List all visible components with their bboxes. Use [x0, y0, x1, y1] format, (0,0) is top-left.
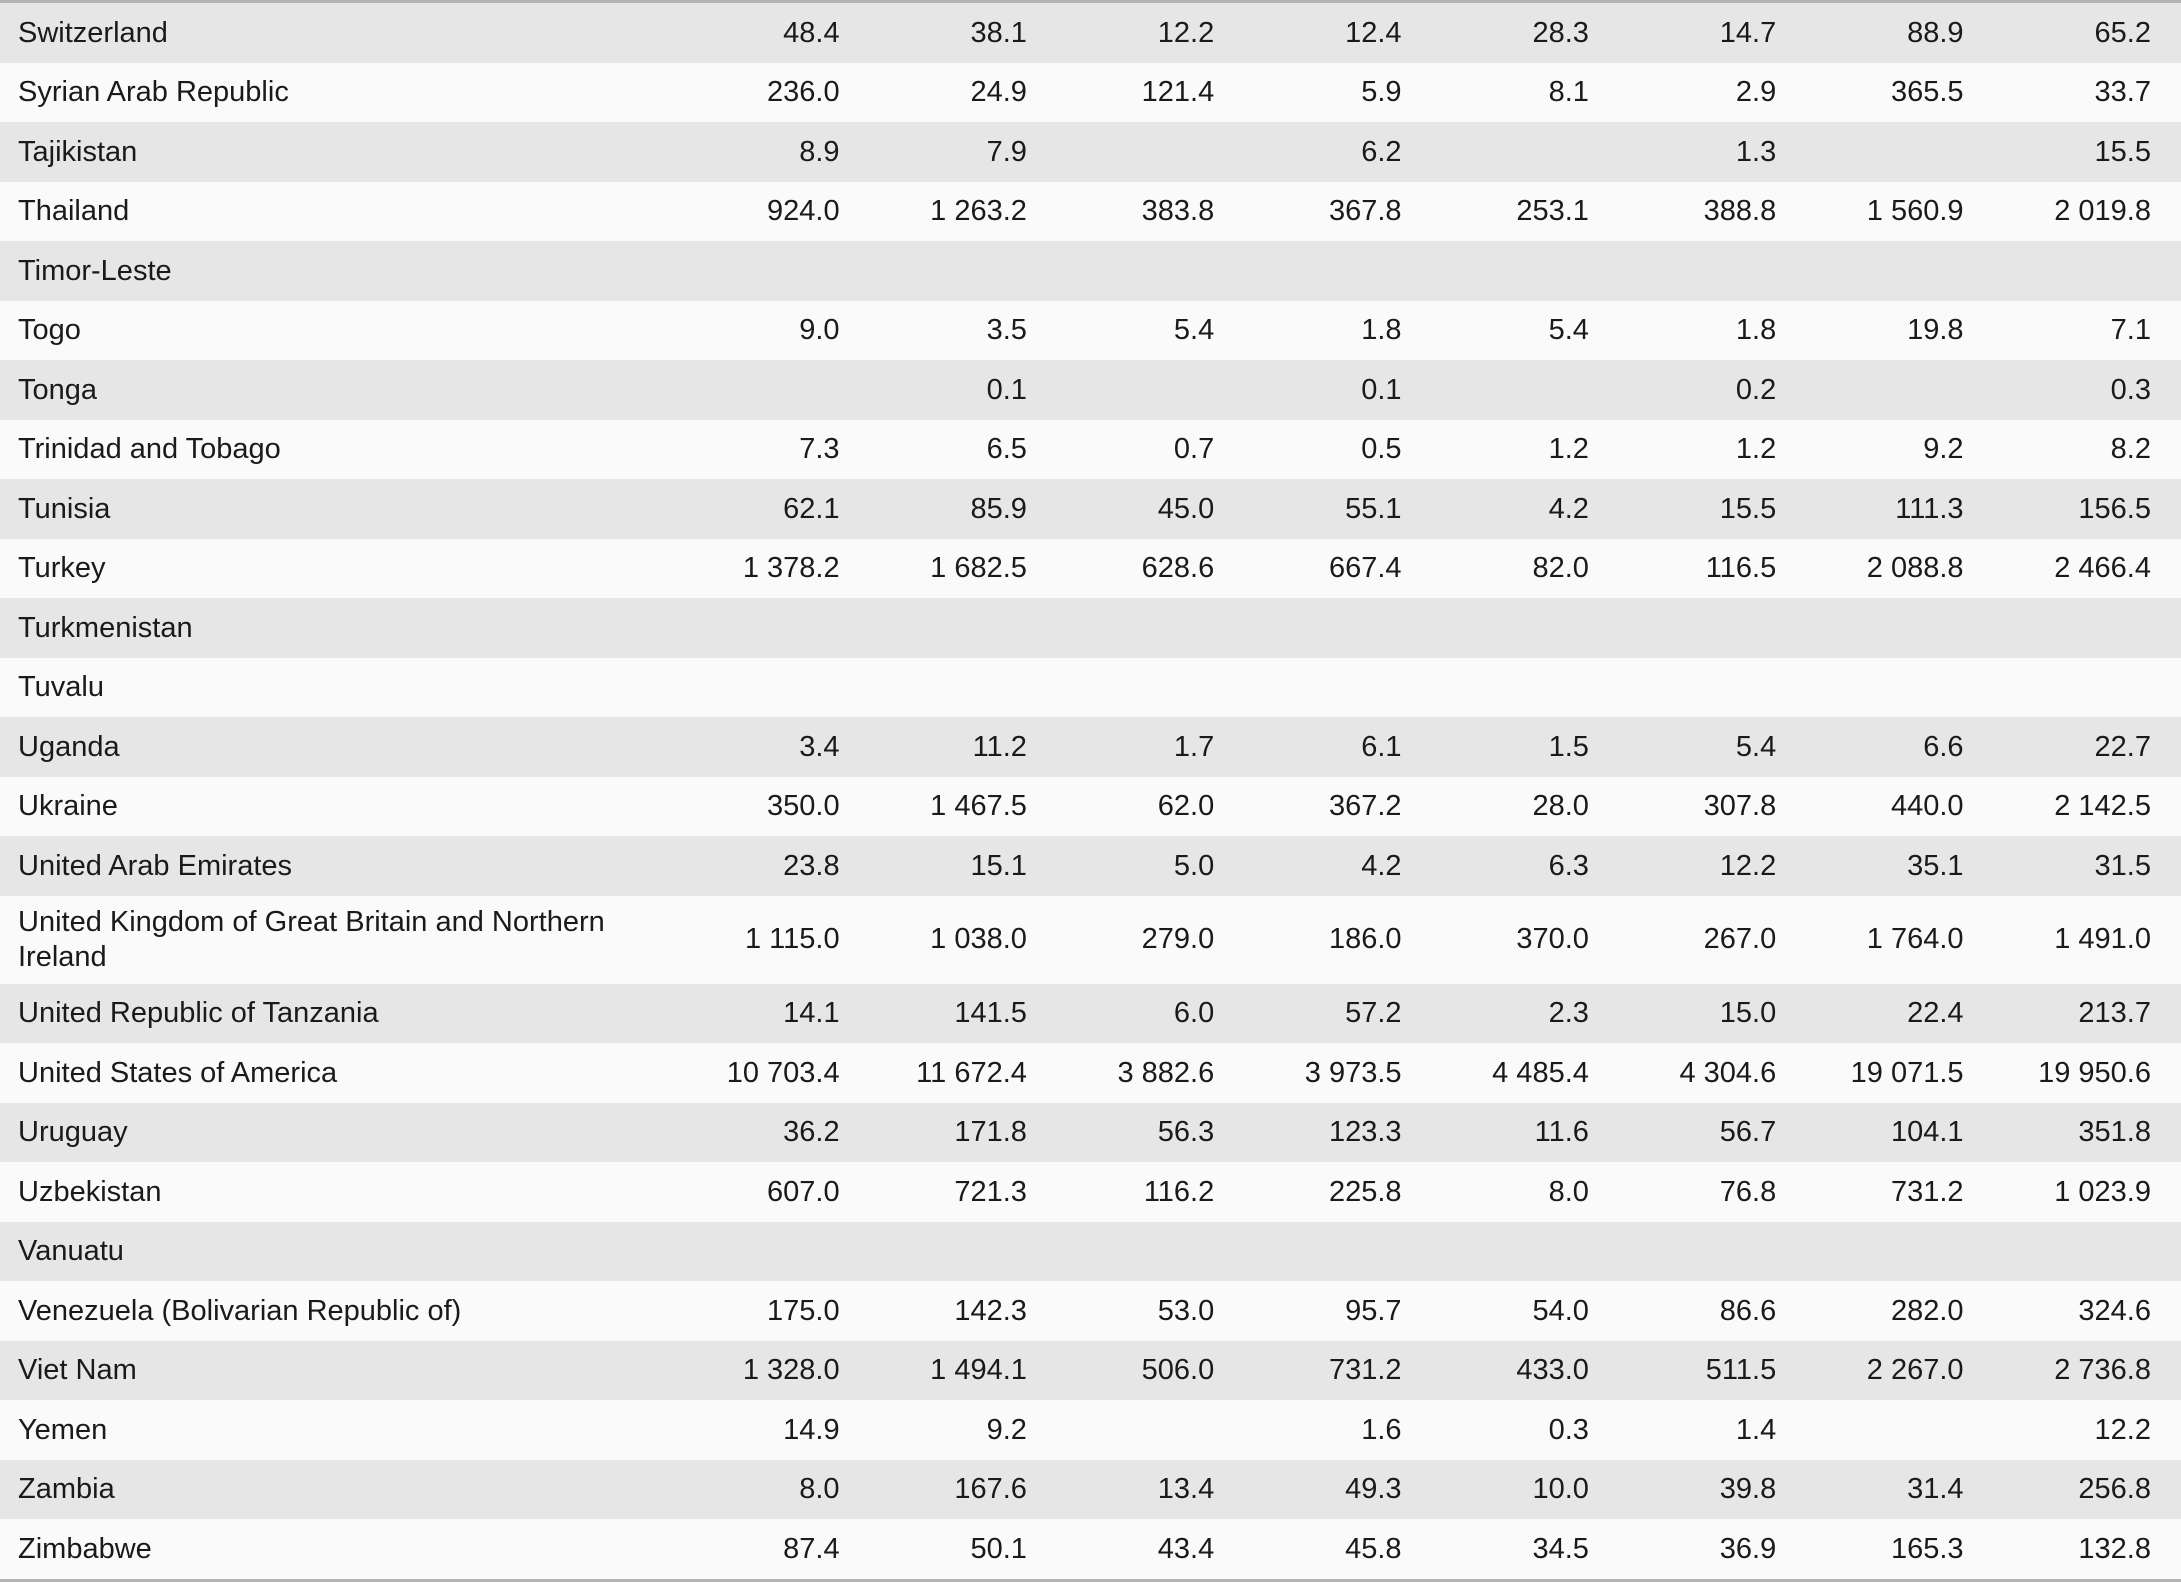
- value-cell: 1.2: [1735, 433, 1777, 466]
- value-cell: 3.5: [986, 314, 1027, 347]
- country-name-cell: United States of America: [18, 1056, 338, 1089]
- value-cell: [1244, 241, 1431, 301]
- value-cell: 8.0: [799, 1473, 840, 1506]
- value-cell: [1994, 1222, 2181, 1282]
- table-row: [0, 598, 2181, 658]
- value-cell: 22.7: [2094, 730, 2151, 763]
- value-cell: 28.3: [1532, 16, 1589, 49]
- value-cell: [1057, 241, 1244, 301]
- table-row: [0, 1103, 2181, 1163]
- value-cell: 45.0: [1157, 492, 1215, 525]
- value-cell: 383.8: [1141, 195, 1215, 228]
- value-cell: 53.0: [1157, 1294, 1215, 1327]
- value-cell: 1 494.1: [930, 1354, 1027, 1387]
- value-cell: [1619, 658, 1806, 718]
- value-cell: 1 263.2: [930, 195, 1027, 228]
- value-cell: 5.9: [1361, 76, 1402, 109]
- country-name-cell: Uzbekistan: [18, 1175, 162, 1208]
- value-cell: 116.5: [1705, 552, 1777, 585]
- value-cell: [1244, 658, 1431, 718]
- value-cell: [1432, 658, 1619, 718]
- value-cell: [682, 1222, 869, 1282]
- value-cell: 56.7: [1719, 1116, 1777, 1149]
- country-name-cell: Zambia: [18, 1473, 115, 1506]
- country-name-cell: Ukraine: [18, 790, 118, 823]
- value-cell: 11.2: [972, 730, 1027, 763]
- value-cell: 1.4: [1735, 1413, 1777, 1446]
- value-cell: 2 466.4: [2054, 552, 2151, 585]
- value-cell: 1 023.9: [2054, 1175, 2151, 1208]
- value-cell: 13.4: [1157, 1473, 1215, 1506]
- value-cell: [870, 658, 1057, 718]
- value-cell: 4.2: [1548, 492, 1589, 525]
- value-cell: 31.4: [1907, 1473, 1964, 1506]
- value-cell: 12.2: [1719, 849, 1777, 882]
- value-cell: [682, 598, 869, 658]
- value-cell: 370.0: [1516, 923, 1589, 956]
- value-cell: 8.0: [1548, 1175, 1589, 1208]
- value-cell: 15.0: [1719, 997, 1777, 1030]
- value-cell: 5.0: [1173, 849, 1215, 882]
- value-cell: 123.3: [1328, 1116, 1402, 1149]
- value-cell: 165.3: [1890, 1532, 1964, 1565]
- value-cell: 28.0: [1532, 790, 1589, 823]
- country-name-cell: Syrian Arab Republic: [18, 76, 289, 109]
- value-cell: 1 764.0: [1866, 923, 1964, 956]
- value-cell: [1244, 1222, 1431, 1282]
- value-cell: 2 088.8: [1866, 552, 1964, 585]
- value-cell: 3 882.6: [1117, 1056, 1215, 1089]
- value-cell: 0.1: [1361, 373, 1402, 406]
- value-cell: 3 973.5: [1304, 1056, 1402, 1089]
- value-cell: 307.8: [1703, 790, 1777, 823]
- value-cell: [1432, 360, 1619, 420]
- value-cell: [1806, 1400, 1993, 1460]
- value-cell: 76.8: [1719, 1175, 1777, 1208]
- table-row: [0, 539, 2181, 599]
- value-cell: 2 142.5: [2054, 790, 2151, 823]
- value-cell: 43.4: [1157, 1532, 1215, 1565]
- value-cell: 31.5: [2094, 849, 2151, 882]
- value-cell: 924.0: [767, 195, 840, 228]
- value-cell: 213.7: [2078, 997, 2151, 1030]
- value-cell: 1.2: [1548, 433, 1589, 466]
- country-statistics-table: [0, 3, 2181, 1579]
- value-cell: 4 304.6: [1679, 1056, 1777, 1089]
- value-cell: 9.0: [799, 314, 840, 347]
- value-cell: 19 950.6: [2038, 1056, 2151, 1089]
- value-cell: 1.6: [1361, 1413, 1402, 1446]
- value-cell: 14.9: [783, 1413, 840, 1446]
- value-cell: 511.5: [1705, 1354, 1777, 1387]
- value-cell: 1 467.5: [930, 790, 1027, 823]
- value-cell: 23.8: [783, 849, 840, 882]
- table-row: [0, 1341, 2181, 1401]
- value-cell: 186.0: [1328, 923, 1402, 956]
- table-row: [0, 420, 2181, 480]
- value-cell: [1806, 1222, 1993, 1282]
- value-cell: 6.1: [1361, 730, 1402, 763]
- value-cell: 1.8: [1735, 314, 1777, 347]
- value-cell: [1806, 360, 1993, 420]
- table-bottom-rule: [0, 1579, 2181, 1582]
- value-cell: 49.3: [1345, 1473, 1402, 1506]
- value-cell: 440.0: [1890, 790, 1964, 823]
- value-cell: 6.3: [1548, 849, 1589, 882]
- value-cell: 36.9: [1719, 1532, 1777, 1565]
- value-cell: 0.5: [1361, 433, 1402, 466]
- value-cell: 48.4: [783, 16, 840, 49]
- value-cell: 1 115.0: [744, 923, 840, 956]
- value-cell: 279.0: [1141, 923, 1215, 956]
- country-name-cell: Tuvalu: [18, 671, 104, 704]
- value-cell: 142.3: [954, 1294, 1027, 1327]
- table-row: [0, 896, 2181, 984]
- value-cell: 7.1: [2110, 314, 2151, 347]
- value-cell: [1994, 658, 2181, 718]
- value-cell: 282.0: [1890, 1294, 1964, 1327]
- table-row: [0, 836, 2181, 896]
- country-name-cell: Tonga: [18, 373, 98, 406]
- value-cell: 1.5: [1548, 730, 1589, 763]
- value-cell: 156.5: [2078, 492, 2151, 525]
- value-cell: 351.8: [2078, 1116, 2151, 1149]
- table-row: [0, 241, 2181, 301]
- value-cell: [1432, 122, 1619, 182]
- value-cell: [1057, 1400, 1244, 1460]
- value-cell: 19.8: [1907, 314, 1964, 347]
- value-cell: 267.0: [1703, 923, 1777, 956]
- value-cell: 54.0: [1532, 1294, 1589, 1327]
- value-cell: 721.3: [954, 1175, 1027, 1208]
- country-name-cell: Yemen: [18, 1413, 108, 1446]
- value-cell: 8.1: [1548, 76, 1589, 109]
- value-cell: 731.2: [1328, 1354, 1402, 1387]
- value-cell: 0.3: [2110, 373, 2151, 406]
- table-body: [0, 3, 2181, 1579]
- value-cell: [1057, 598, 1244, 658]
- value-cell: 3.4: [799, 730, 840, 763]
- country-name-cell: Switzerland: [18, 16, 168, 49]
- value-cell: 14.1: [783, 997, 840, 1030]
- country-name-cell: Uganda: [18, 730, 120, 763]
- value-cell: 1 328.0: [742, 1354, 840, 1387]
- country-name-cell: Vanuatu: [18, 1235, 124, 1268]
- value-cell: 12.2: [1157, 16, 1215, 49]
- value-cell: [1619, 1222, 1806, 1282]
- value-cell: 175.0: [767, 1294, 840, 1327]
- value-cell: 141.5: [954, 997, 1027, 1030]
- table-row: [0, 360, 2181, 420]
- value-cell: 5.4: [1173, 314, 1215, 347]
- value-cell: 121.4: [1141, 76, 1215, 109]
- value-cell: 1.3: [1735, 135, 1777, 168]
- value-cell: 2.9: [1735, 76, 1777, 109]
- table-row: [0, 182, 2181, 242]
- value-cell: 367.2: [1328, 790, 1402, 823]
- value-cell: 15.1: [970, 849, 1027, 882]
- table-row: [0, 479, 2181, 539]
- value-cell: 6.0: [1173, 997, 1215, 1030]
- table-row: [0, 1460, 2181, 1520]
- country-name-cell: Zimbabwe: [18, 1532, 152, 1565]
- country-name-cell: Venezuela (Bolivarian Republic of): [18, 1294, 462, 1327]
- value-cell: 10 703.4: [726, 1056, 840, 1089]
- value-cell: 8.2: [2110, 433, 2151, 466]
- value-cell: 39.8: [1719, 1473, 1777, 1506]
- value-cell: 350.0: [767, 790, 840, 823]
- value-cell: 1 682.5: [930, 552, 1027, 585]
- value-cell: 12.2: [2094, 1413, 2151, 1446]
- value-cell: [1806, 241, 1993, 301]
- value-cell: 433.0: [1516, 1354, 1589, 1387]
- value-cell: 88.9: [1907, 16, 1964, 49]
- table-row: [0, 777, 2181, 837]
- country-name-cell: Turkey: [18, 552, 106, 585]
- value-cell: 253.1: [1516, 195, 1589, 228]
- value-cell: 55.1: [1345, 492, 1402, 525]
- value-cell: 0.2: [1735, 373, 1777, 406]
- value-cell: 34.5: [1532, 1532, 1589, 1565]
- value-cell: [1619, 241, 1806, 301]
- country-name-cell: Viet Nam: [18, 1354, 137, 1387]
- value-cell: 62.0: [1157, 790, 1215, 823]
- value-cell: 38.1: [970, 16, 1027, 49]
- value-cell: [1806, 122, 1993, 182]
- table-row: [0, 1043, 2181, 1103]
- value-cell: 62.1: [783, 492, 840, 525]
- table-row: [0, 717, 2181, 777]
- country-name-cell: Uruguay: [18, 1116, 128, 1149]
- value-cell: 2.3: [1548, 997, 1589, 1030]
- value-cell: [1619, 598, 1806, 658]
- table-row: [0, 1281, 2181, 1341]
- value-cell: 11 672.4: [916, 1056, 1027, 1089]
- value-cell: 86.6: [1719, 1294, 1777, 1327]
- value-cell: 667.4: [1328, 552, 1402, 585]
- value-cell: 24.9: [970, 76, 1027, 109]
- value-cell: [1057, 658, 1244, 718]
- value-cell: 132.8: [2078, 1532, 2151, 1565]
- value-cell: 10.0: [1532, 1473, 1589, 1506]
- value-cell: [1994, 241, 2181, 301]
- value-cell: 9.2: [1923, 433, 1964, 466]
- value-cell: 2 736.8: [2054, 1354, 2151, 1387]
- value-cell: [1057, 122, 1244, 182]
- value-cell: 0.7: [1173, 433, 1215, 466]
- value-cell: 1 491.0: [2054, 923, 2151, 956]
- table-row: [0, 1400, 2181, 1460]
- value-cell: 8.9: [799, 135, 840, 168]
- value-cell: 6.2: [1361, 135, 1402, 168]
- value-cell: 82.0: [1532, 552, 1589, 585]
- value-cell: 22.4: [1907, 997, 1964, 1030]
- value-cell: 2 019.8: [2054, 195, 2151, 228]
- value-cell: 607.0: [767, 1175, 840, 1208]
- value-cell: [1244, 598, 1431, 658]
- value-cell: 6.5: [986, 433, 1027, 466]
- table-row: [0, 3, 2181, 63]
- value-cell: 1 378.2: [742, 552, 840, 585]
- value-cell: 9.2: [986, 1413, 1027, 1446]
- value-cell: [1806, 598, 1993, 658]
- table-row: [0, 1222, 2181, 1282]
- value-cell: 324.6: [2078, 1294, 2151, 1327]
- value-cell: [1057, 1222, 1244, 1282]
- value-cell: 225.8: [1328, 1175, 1402, 1208]
- value-cell: 7.9: [986, 135, 1027, 168]
- value-cell: 45.8: [1345, 1532, 1402, 1565]
- table-row: [0, 301, 2181, 361]
- value-cell: 0.1: [986, 373, 1027, 406]
- country-name-cell: Turkmenistan: [18, 611, 193, 644]
- value-cell: 35.1: [1907, 849, 1964, 882]
- value-cell: 236.0: [767, 76, 840, 109]
- value-cell: [870, 241, 1057, 301]
- value-cell: 171.8: [954, 1116, 1027, 1149]
- value-cell: 87.4: [783, 1532, 840, 1565]
- table-row: [0, 984, 2181, 1044]
- value-cell: 4 485.4: [1492, 1056, 1589, 1089]
- value-cell: 1 038.0: [930, 923, 1027, 956]
- value-cell: 15.5: [1719, 492, 1777, 525]
- value-cell: 6.6: [1923, 730, 1964, 763]
- value-cell: 7.3: [799, 433, 840, 466]
- country-name-cell: Tunisia: [18, 492, 111, 525]
- value-cell: [1432, 1222, 1619, 1282]
- value-cell: 11.6: [1534, 1116, 1589, 1149]
- value-cell: [682, 241, 869, 301]
- value-cell: 104.1: [1890, 1116, 1964, 1149]
- country-name-cell: United Kingdom of Great Britain and Northern Ireland: [18, 906, 605, 973]
- value-cell: 731.2: [1890, 1175, 1964, 1208]
- value-cell: 65.2: [2094, 16, 2151, 49]
- value-cell: 5.4: [1548, 314, 1589, 347]
- value-cell: 367.8: [1328, 195, 1402, 228]
- table-row: [0, 1519, 2181, 1579]
- value-cell: 1 560.9: [1866, 195, 1964, 228]
- value-cell: 388.8: [1703, 195, 1777, 228]
- country-name-cell: Trinidad and Tobago: [18, 433, 281, 466]
- value-cell: 628.6: [1141, 552, 1215, 585]
- value-cell: 85.9: [970, 492, 1027, 525]
- value-cell: 5.4: [1735, 730, 1777, 763]
- value-cell: 15.5: [2094, 135, 2151, 168]
- country-name-cell: Togo: [18, 314, 81, 347]
- country-name-cell: United Republic of Tanzania: [18, 997, 379, 1030]
- value-cell: 256.8: [2078, 1473, 2151, 1506]
- value-cell: 167.6: [954, 1473, 1027, 1506]
- value-cell: 1.7: [1173, 730, 1215, 763]
- value-cell: 14.7: [1719, 16, 1777, 49]
- value-cell: 19 071.5: [1850, 1056, 1964, 1089]
- value-cell: 36.2: [783, 1116, 840, 1149]
- value-cell: 0.3: [1548, 1413, 1589, 1446]
- value-cell: 95.7: [1345, 1294, 1402, 1327]
- value-cell: [870, 598, 1057, 658]
- value-cell: 1.8: [1361, 314, 1402, 347]
- value-cell: [1432, 598, 1619, 658]
- value-cell: 506.0: [1141, 1354, 1215, 1387]
- value-cell: 2 267.0: [1866, 1354, 1964, 1387]
- value-cell: 365.5: [1890, 76, 1964, 109]
- value-cell: 50.1: [970, 1532, 1027, 1565]
- table-row: [0, 63, 2181, 123]
- value-cell: 12.4: [1345, 16, 1402, 49]
- value-cell: 56.3: [1157, 1116, 1215, 1149]
- table-row: [0, 1162, 2181, 1222]
- country-name-cell: United Arab Emirates: [18, 849, 293, 882]
- table-row: [0, 122, 2181, 182]
- value-cell: [1057, 360, 1244, 420]
- value-cell: 57.2: [1345, 997, 1402, 1030]
- value-cell: 116.2: [1143, 1175, 1215, 1208]
- country-name-cell: Thailand: [18, 195, 130, 228]
- value-cell: 4.2: [1361, 849, 1402, 882]
- table-row: [0, 658, 2181, 718]
- value-cell: [682, 360, 869, 420]
- country-name-cell: Tajikistan: [18, 135, 138, 168]
- value-cell: 33.7: [2094, 76, 2151, 109]
- country-name-cell: Timor-Leste: [18, 254, 172, 287]
- value-cell: 111.3: [1895, 492, 1964, 525]
- value-cell: [1806, 658, 1993, 718]
- value-cell: [1994, 598, 2181, 658]
- value-cell: [682, 658, 869, 718]
- value-cell: [870, 1222, 1057, 1282]
- value-cell: [1432, 241, 1619, 301]
